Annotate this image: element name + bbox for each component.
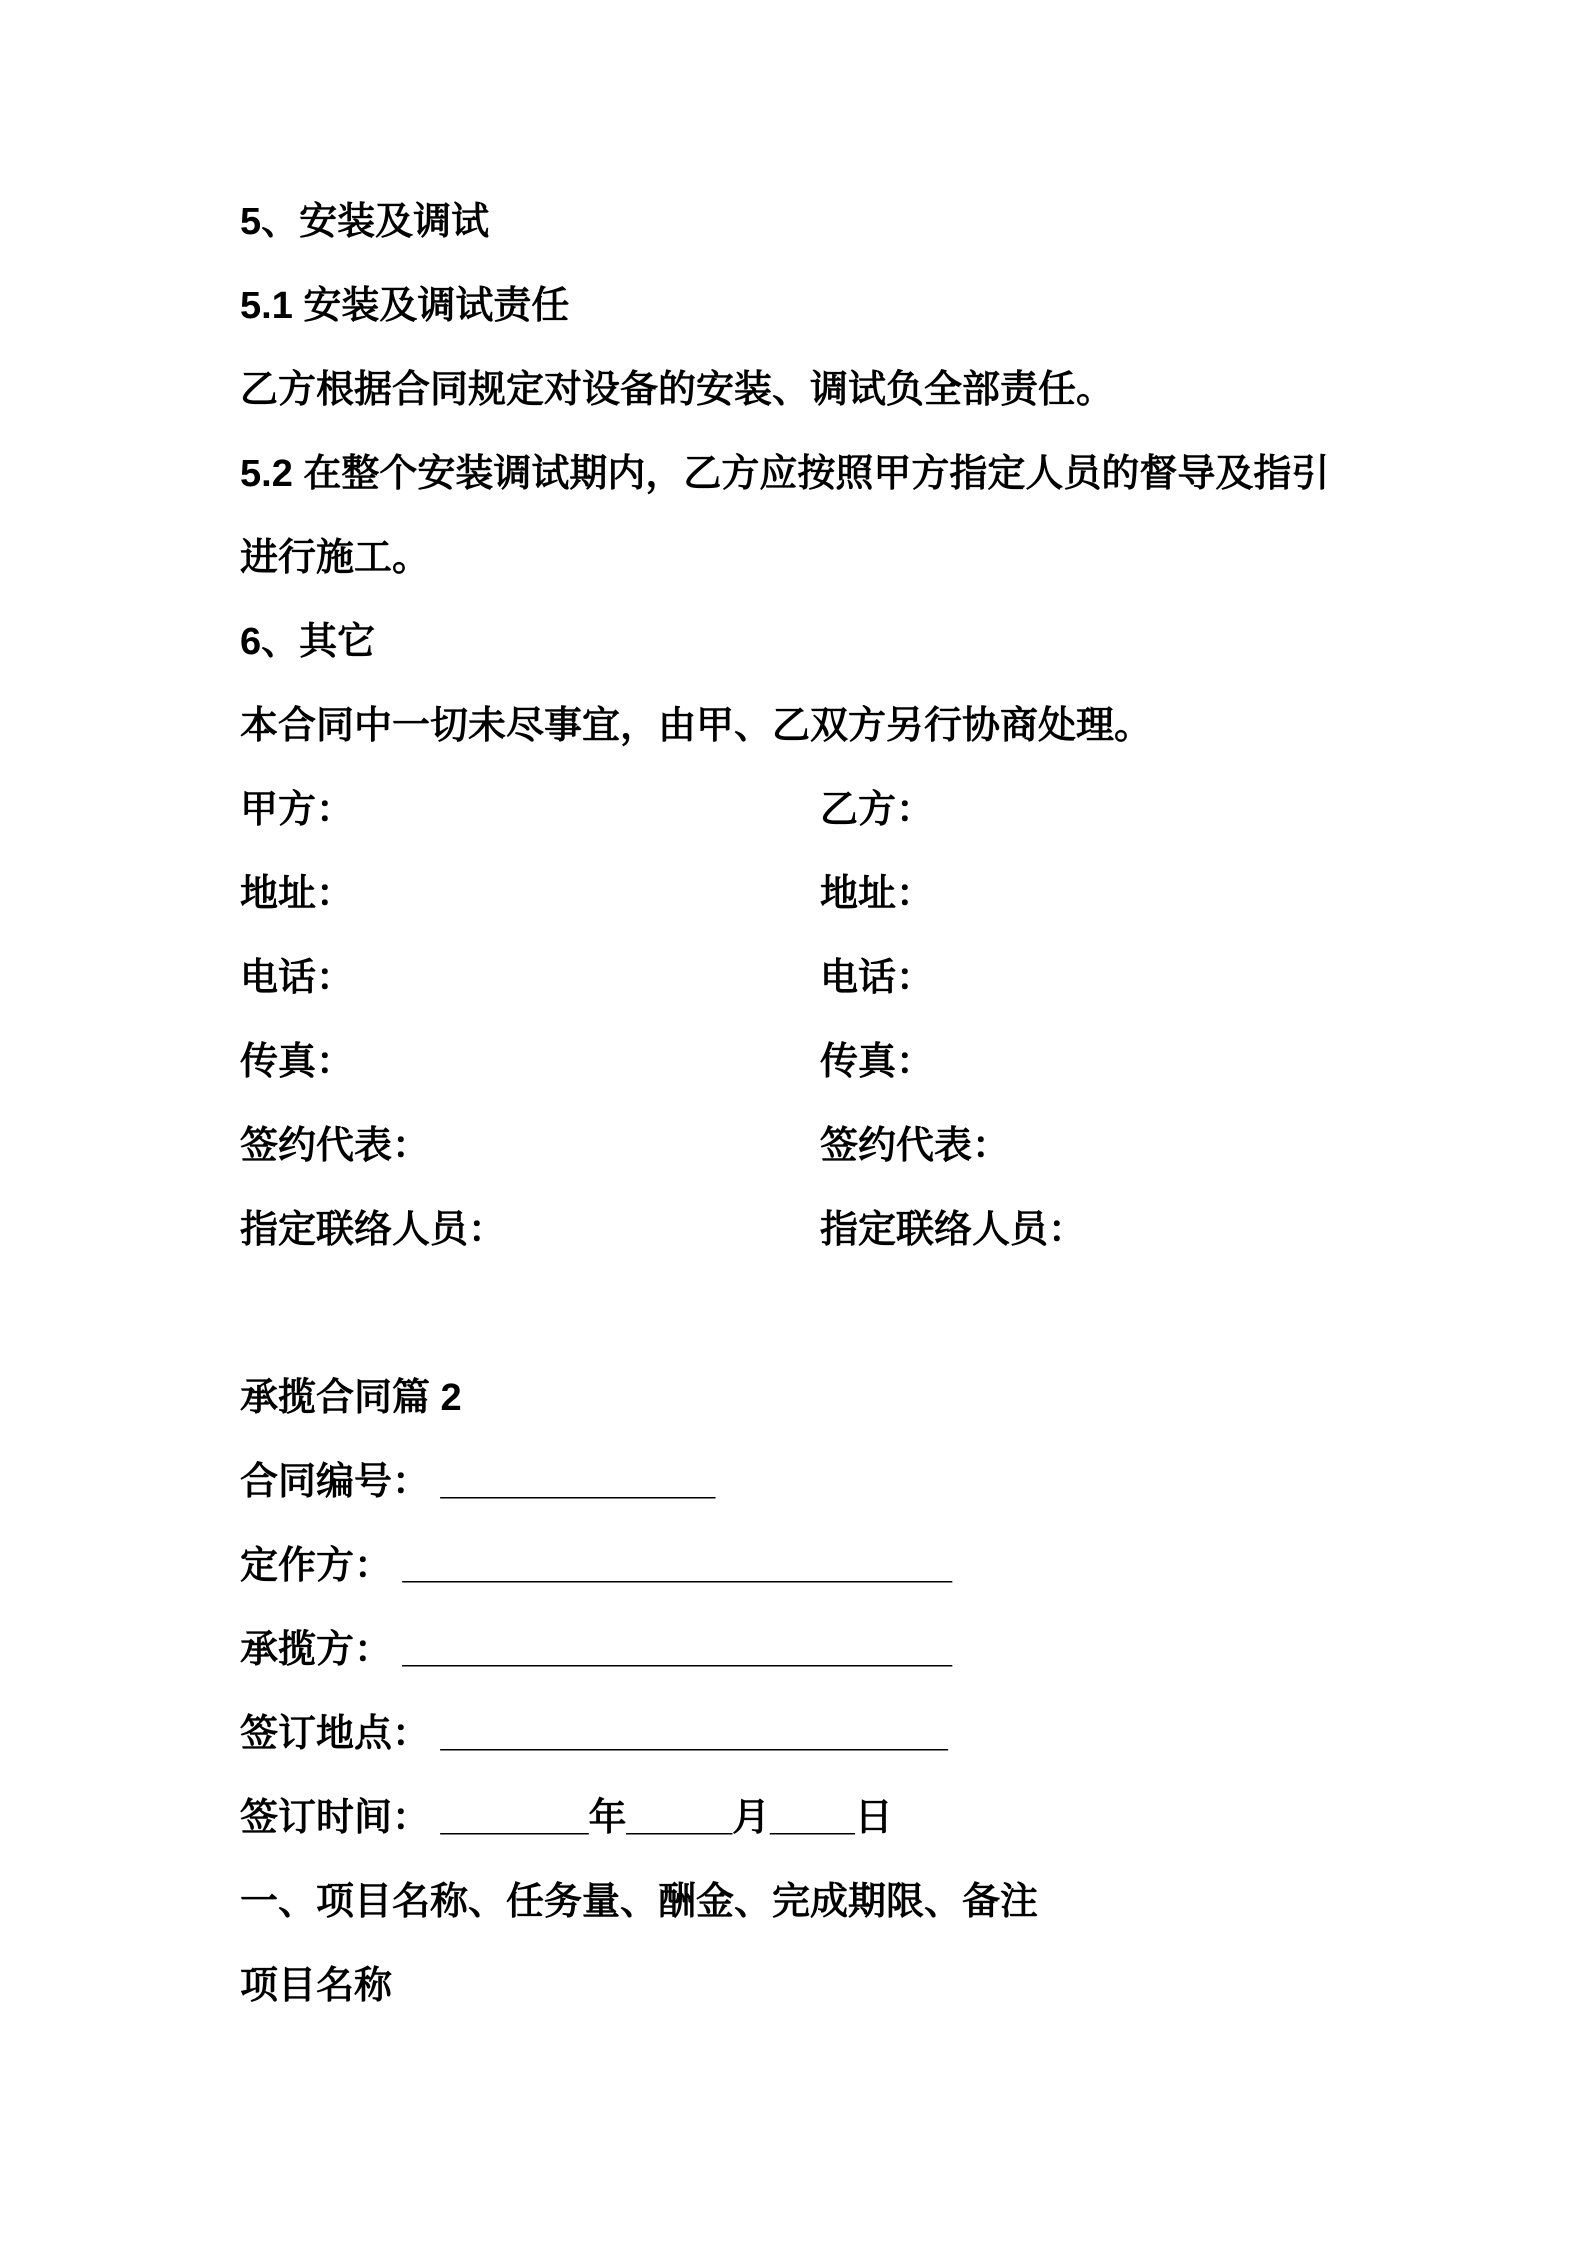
clause-6-heading: 6、其它 xyxy=(240,621,376,663)
clause-5-1-text: 乙方根据合同规定对设备的安装、调试负全部责任。 xyxy=(240,369,1115,411)
contractor-line: 承揽方： __________________________ xyxy=(240,1629,953,1671)
party-row-address xyxy=(240,852,1440,936)
party-b-address-label: 地址： xyxy=(820,873,935,915)
signing-place-line: 签订地点： ________________________ xyxy=(240,1713,948,1755)
blank-line xyxy=(240,1272,1340,1356)
party-a-contact-label: 指定联络人员： xyxy=(240,1209,507,1251)
clause-5-1-heading: 5.1 安装及调试责任 xyxy=(240,285,570,327)
section2-title: 承揽合同篇 2 xyxy=(240,1377,462,1419)
party-b-fax-label: 传真： xyxy=(820,1041,935,1083)
party-a-phone-label: 电话： xyxy=(240,957,355,999)
signing-time-line: 签订时间： _______年_____月____日 xyxy=(240,1797,893,1839)
project-name-label: 项目名称 xyxy=(240,1965,393,2007)
party-row-representative xyxy=(240,1104,1440,1188)
party-a-representative-label: 签约代表： xyxy=(240,1125,431,1167)
party-b-label: 乙方： xyxy=(820,789,935,831)
party-a-label: 甲方： xyxy=(240,789,355,831)
clause-6-text: 本合同中一切未尽事宜，由甲、乙双方另行协商处理。 xyxy=(240,705,1153,747)
party-row-contact-person xyxy=(240,1188,1440,1272)
parties-signature-block xyxy=(240,768,1586,1272)
party-b-phone-label: 电话： xyxy=(820,957,935,999)
clause-5-2-text: 5.2 在整个安装调试期内，乙方应按照甲方指定人员的督导及指引进行施工。 xyxy=(240,453,1330,579)
clause-5-heading: 5、安装及调试 xyxy=(240,201,490,243)
party-b-contact-label: 指定联络人员： xyxy=(820,1209,1087,1251)
ordering-party-line: 定作方： __________________________ xyxy=(240,1545,953,1587)
party-a-address-label: 地址： xyxy=(240,873,355,915)
contract-number-line: 合同编号： _____________ xyxy=(240,1461,716,1503)
party-row-phone xyxy=(240,936,1440,1020)
party-row-name xyxy=(240,768,1440,852)
party-b-representative-label: 签约代表： xyxy=(820,1125,1011,1167)
item-list-heading: 一、项目名称、任务量、酬金、完成期限、备注 xyxy=(240,1881,1039,1923)
party-row-fax xyxy=(240,1020,1440,1104)
party-a-fax-label: 传真： xyxy=(240,1041,355,1083)
